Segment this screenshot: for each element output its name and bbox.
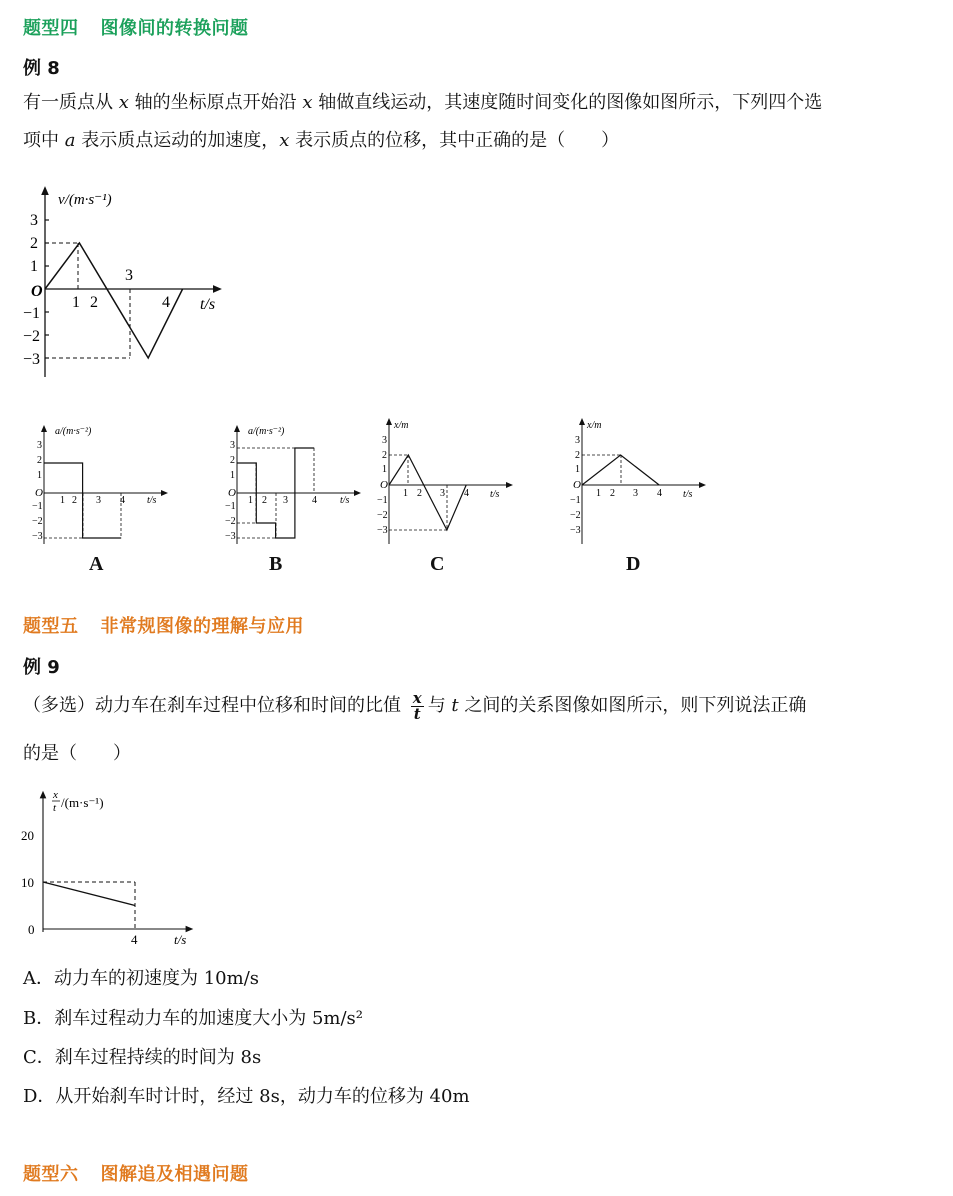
section4-heading xyxy=(23,14,249,40)
vt-ytick: 2 xyxy=(30,235,38,252)
xt-ytick: 0 xyxy=(28,922,35,937)
svg-text:−2: −2 xyxy=(570,510,581,521)
option-label-b: B xyxy=(269,553,283,575)
chart-d-origin: O xyxy=(573,479,581,491)
vt-xlabel: t/s xyxy=(200,296,216,313)
chart-a-origin: O xyxy=(35,487,43,499)
ex8-line2: 项中 a 表示质点运动的加速度，x 表示质点的位移，其中正确的是（ ） xyxy=(23,130,620,151)
section6-title-a: 题型六 xyxy=(23,1164,79,1185)
ex9-option-b: B．刹车过程动力车的加速度大小为 5m/s² xyxy=(23,1008,363,1029)
svg-text:3: 3 xyxy=(283,495,288,506)
ex8-label: 例 8 xyxy=(23,58,60,79)
ex9-label: 例 9 xyxy=(23,657,60,678)
chart-a-xticks xyxy=(60,495,125,506)
vt-origin: O xyxy=(31,283,43,300)
svg-text:t: t xyxy=(53,802,57,814)
svg-text:2: 2 xyxy=(37,455,42,466)
vt-xtick: 4 xyxy=(162,294,170,311)
chart-a-xlabel: t/s xyxy=(147,495,157,506)
fraction-x-over-t: $\frac{x}{t}$ xyxy=(412,688,422,723)
svg-text:−1: −1 xyxy=(225,501,236,512)
vt-xtick: 1 xyxy=(72,294,80,311)
svg-text:−1: −1 xyxy=(570,495,581,506)
vt-chart xyxy=(18,180,238,385)
svg-text:1: 1 xyxy=(37,470,42,481)
svg-text:−2: −2 xyxy=(32,516,43,527)
svg-text:1: 1 xyxy=(60,495,65,506)
chart-d-series-line xyxy=(582,455,659,485)
svg-text:/(m·s⁻¹): /(m·s⁻¹) xyxy=(61,795,104,810)
vt-xtick: 2 xyxy=(90,294,98,311)
svg-text:2: 2 xyxy=(72,495,77,506)
svg-text:1: 1 xyxy=(575,464,580,475)
xt-xlabel: t/s xyxy=(174,932,187,947)
svg-text:2: 2 xyxy=(610,488,615,499)
chart-a xyxy=(25,420,175,548)
chart-b-xlabel: t/s xyxy=(340,495,350,506)
chart-b-xticks xyxy=(248,495,317,506)
svg-text:−1: −1 xyxy=(377,495,388,506)
svg-text:3: 3 xyxy=(382,435,387,446)
ex9-option-a: A．动力车的初速度为 10m/s xyxy=(23,968,259,989)
chart-d-xticks xyxy=(596,488,662,499)
vt-ylabel: v/(m·s⁻¹) xyxy=(58,192,112,208)
section5-title-b: 非常规图像的理解与应用 xyxy=(100,616,304,637)
svg-text:3: 3 xyxy=(575,435,580,446)
svg-text:1: 1 xyxy=(248,495,253,506)
option-label-c: C xyxy=(430,553,445,575)
svg-text:4: 4 xyxy=(120,495,125,506)
svg-text:4: 4 xyxy=(464,488,469,499)
svg-text:3: 3 xyxy=(440,488,445,499)
chart-c-series-line xyxy=(389,455,466,530)
xt-ytick: 20 xyxy=(21,828,34,843)
chart-a-series-line xyxy=(44,463,121,538)
ex9-line1: （多选）动力车在刹车过程中位移和时间的比值 $\frac{x}{t}$ 与 t 之间的关系图像如图所示，则下列说法正确 xyxy=(23,688,807,723)
svg-text:3: 3 xyxy=(37,440,42,451)
section5-title-a: 题型五 xyxy=(23,616,79,637)
chart-b-origin: O xyxy=(228,487,236,499)
svg-text:1: 1 xyxy=(382,464,387,475)
vt-ytick: −1 xyxy=(23,305,41,322)
svg-text:−3: −3 xyxy=(570,525,581,536)
chart-c-xlabel: t/s xyxy=(490,489,500,500)
chart-d xyxy=(563,415,713,548)
section4-title-b: 图像间的转换问题 xyxy=(100,18,249,39)
xt-xtick: 4 xyxy=(131,932,138,947)
svg-text:−3: −3 xyxy=(32,531,43,542)
ex9-line2: 的是（ ） xyxy=(23,743,131,764)
svg-text:1: 1 xyxy=(596,488,601,499)
chart-a-ylabel: a/(m·s⁻²) xyxy=(55,426,92,437)
section6-heading xyxy=(23,1160,249,1186)
svg-text:2: 2 xyxy=(575,450,580,461)
svg-text:4: 4 xyxy=(312,495,317,506)
svg-text:3: 3 xyxy=(633,488,638,499)
option-label-d: D xyxy=(626,553,641,575)
vt-xtick: 3 xyxy=(125,267,133,284)
vt-ytick: −2 xyxy=(23,328,41,345)
xt-chart xyxy=(18,788,218,950)
option-label-a: A xyxy=(89,553,104,575)
section5-heading xyxy=(23,612,304,638)
chart-c-origin: O xyxy=(380,479,388,491)
svg-text:2: 2 xyxy=(382,450,387,461)
section6-title-b: 图解追及相遇问题 xyxy=(100,1164,249,1185)
xt-ylabel xyxy=(52,789,104,814)
vt-ytick: −3 xyxy=(23,351,41,368)
svg-text:2: 2 xyxy=(262,495,267,506)
section4-title-a: 题型四 xyxy=(23,18,79,39)
svg-text:2: 2 xyxy=(230,455,235,466)
svg-text:−3: −3 xyxy=(225,531,236,542)
svg-text:x: x xyxy=(53,789,58,801)
ex9-option-d: D．从开始刹车时计时，经过 8s，动力车的位移为 40m xyxy=(23,1086,470,1107)
ex9-option-c: C．刹车过程持续的时间为 8s xyxy=(23,1047,262,1068)
svg-text:−2: −2 xyxy=(377,510,388,521)
svg-text:−3: −3 xyxy=(377,525,388,536)
chart-b-ylabel: a/(m·s⁻²) xyxy=(248,426,285,437)
ex8-question xyxy=(23,84,933,160)
chart-d-ylabel: x/m xyxy=(587,420,602,431)
vt-ytick: 1 xyxy=(30,258,38,275)
chart-d-xlabel: t/s xyxy=(683,489,693,500)
chart-c-xticks xyxy=(403,488,469,499)
svg-text:−2: −2 xyxy=(225,516,236,527)
ex8-line1: 有一质点从 x 轴的坐标原点开始沿 x 轴做直线运动，其速度随时间变化的图像如图所示，下列四个选 xyxy=(23,92,823,113)
svg-text:3: 3 xyxy=(230,440,235,451)
vt-ytick: 3 xyxy=(30,212,38,229)
chart-c xyxy=(370,415,520,548)
chart-c-ylabel: x/m xyxy=(394,420,409,431)
svg-text:3: 3 xyxy=(96,495,101,506)
xt-series-line xyxy=(43,882,135,906)
chart-b xyxy=(218,420,368,548)
svg-text:4: 4 xyxy=(657,488,662,499)
svg-text:1: 1 xyxy=(403,488,408,499)
svg-text:−1: −1 xyxy=(32,501,43,512)
vt-guides xyxy=(45,243,130,358)
xt-ytick: 10 xyxy=(21,875,34,890)
svg-text:2: 2 xyxy=(417,488,422,499)
svg-text:1: 1 xyxy=(230,470,235,481)
